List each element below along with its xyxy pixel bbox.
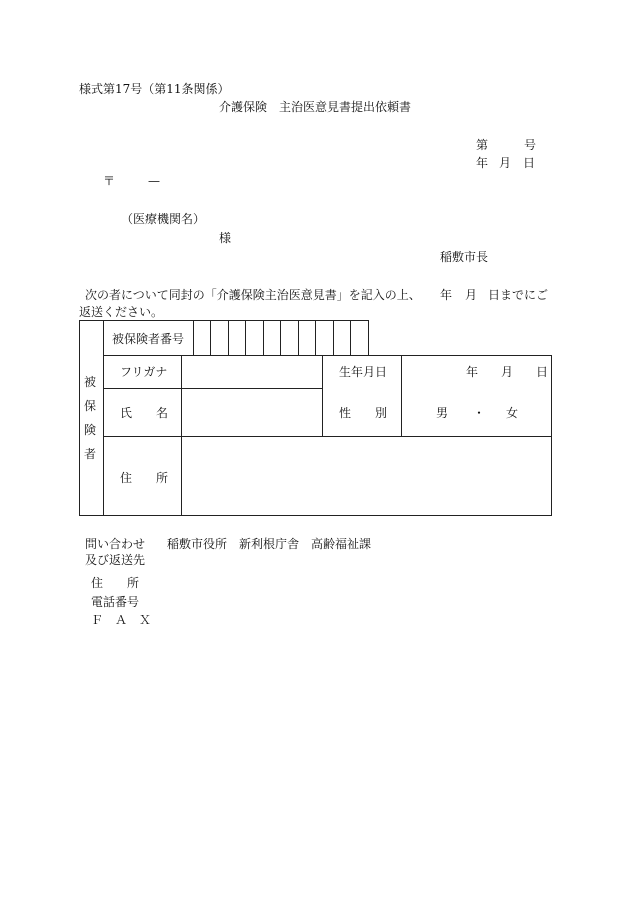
number-box-divider — [315, 320, 316, 356]
contact-fax-label: Ｆ Ａ Ｘ — [91, 613, 152, 627]
sex-female-option: 女 — [506, 406, 519, 420]
number-box-divider — [280, 320, 281, 356]
side-label-char: 者 — [84, 447, 97, 461]
document-title: 介護保険 主治医意見書提出依頼書 — [219, 100, 412, 114]
table-line-furigana-bottom — [103, 388, 323, 389]
number-box-divider — [368, 320, 369, 356]
sender-name: 稲敷市長 — [440, 250, 489, 264]
table-line-number-bottom — [103, 355, 552, 356]
contact-address-label: 住 所 — [91, 576, 140, 590]
contact-phone-label: 電話番号 — [91, 595, 140, 609]
insured-number-label: 被保険者番号 — [112, 332, 185, 346]
sex-label: 性 別 — [339, 406, 388, 420]
address-label: 住 所 — [120, 471, 169, 485]
sex-male-option: 男 — [436, 406, 449, 420]
return-address-label: 及び返送先 — [85, 553, 146, 567]
number-prefix: 第 — [476, 138, 489, 152]
birth-day-unit: 日 — [536, 365, 549, 379]
table-border-bottom — [79, 515, 552, 516]
number-box-divider — [298, 320, 299, 356]
birth-date-label: 生年月日 — [339, 365, 388, 379]
number-suffix: 号 — [524, 138, 537, 152]
request-text: 次の者について同封の「介護保険主治医意見書」を記入の上、 — [85, 288, 421, 302]
name-label: 氏 名 — [120, 406, 169, 420]
number-box-divider — [228, 320, 229, 356]
sex-separator: ・ — [473, 406, 486, 420]
date-day: 日 — [523, 156, 536, 170]
birth-month-unit: 月 — [501, 365, 514, 379]
table-line-name-bottom — [103, 436, 552, 437]
birth-year-unit: 年 — [466, 365, 479, 379]
contact-office: 稲敷市役所 新利根庁舎 高齢福祉課 — [167, 537, 372, 551]
table-border-left — [79, 320, 80, 516]
table-line-label-column — [181, 355, 182, 516]
postal-mark: 〒 — [103, 174, 116, 188]
number-box-divider — [245, 320, 246, 356]
form-reference: 様式第17号（第11条関係） — [79, 82, 230, 96]
number-box-divider — [333, 320, 334, 356]
deadline-year: 年 — [440, 288, 453, 302]
table-border-right — [551, 355, 552, 516]
number-box-divider — [350, 320, 351, 356]
side-label-char: 険 — [84, 423, 97, 437]
furigana-label: フリガナ — [120, 365, 168, 379]
date-month: 月 — [499, 156, 512, 170]
inquiry-label: 問い合わせ — [85, 537, 146, 551]
number-box-divider — [263, 320, 264, 356]
postal-dash: — — [148, 174, 160, 188]
side-label-char: 被 — [84, 375, 97, 389]
table-border-top — [79, 320, 369, 321]
table-line-side-label — [103, 320, 104, 516]
institution-label: （医療機関名） — [121, 212, 206, 226]
date-year: 年 — [476, 156, 489, 170]
table-line-birth-label-right — [401, 355, 402, 437]
request-text-line2: 返送ください。 — [79, 305, 164, 319]
number-box-divider — [210, 320, 211, 356]
deadline-day: 日までにご — [488, 288, 549, 302]
table-line-birth-label-left — [322, 355, 323, 437]
side-label-char: 保 — [84, 399, 97, 413]
recipient-honorific: 様 — [219, 231, 232, 245]
deadline-month: 月 — [465, 288, 478, 302]
number-box-divider — [193, 320, 194, 356]
